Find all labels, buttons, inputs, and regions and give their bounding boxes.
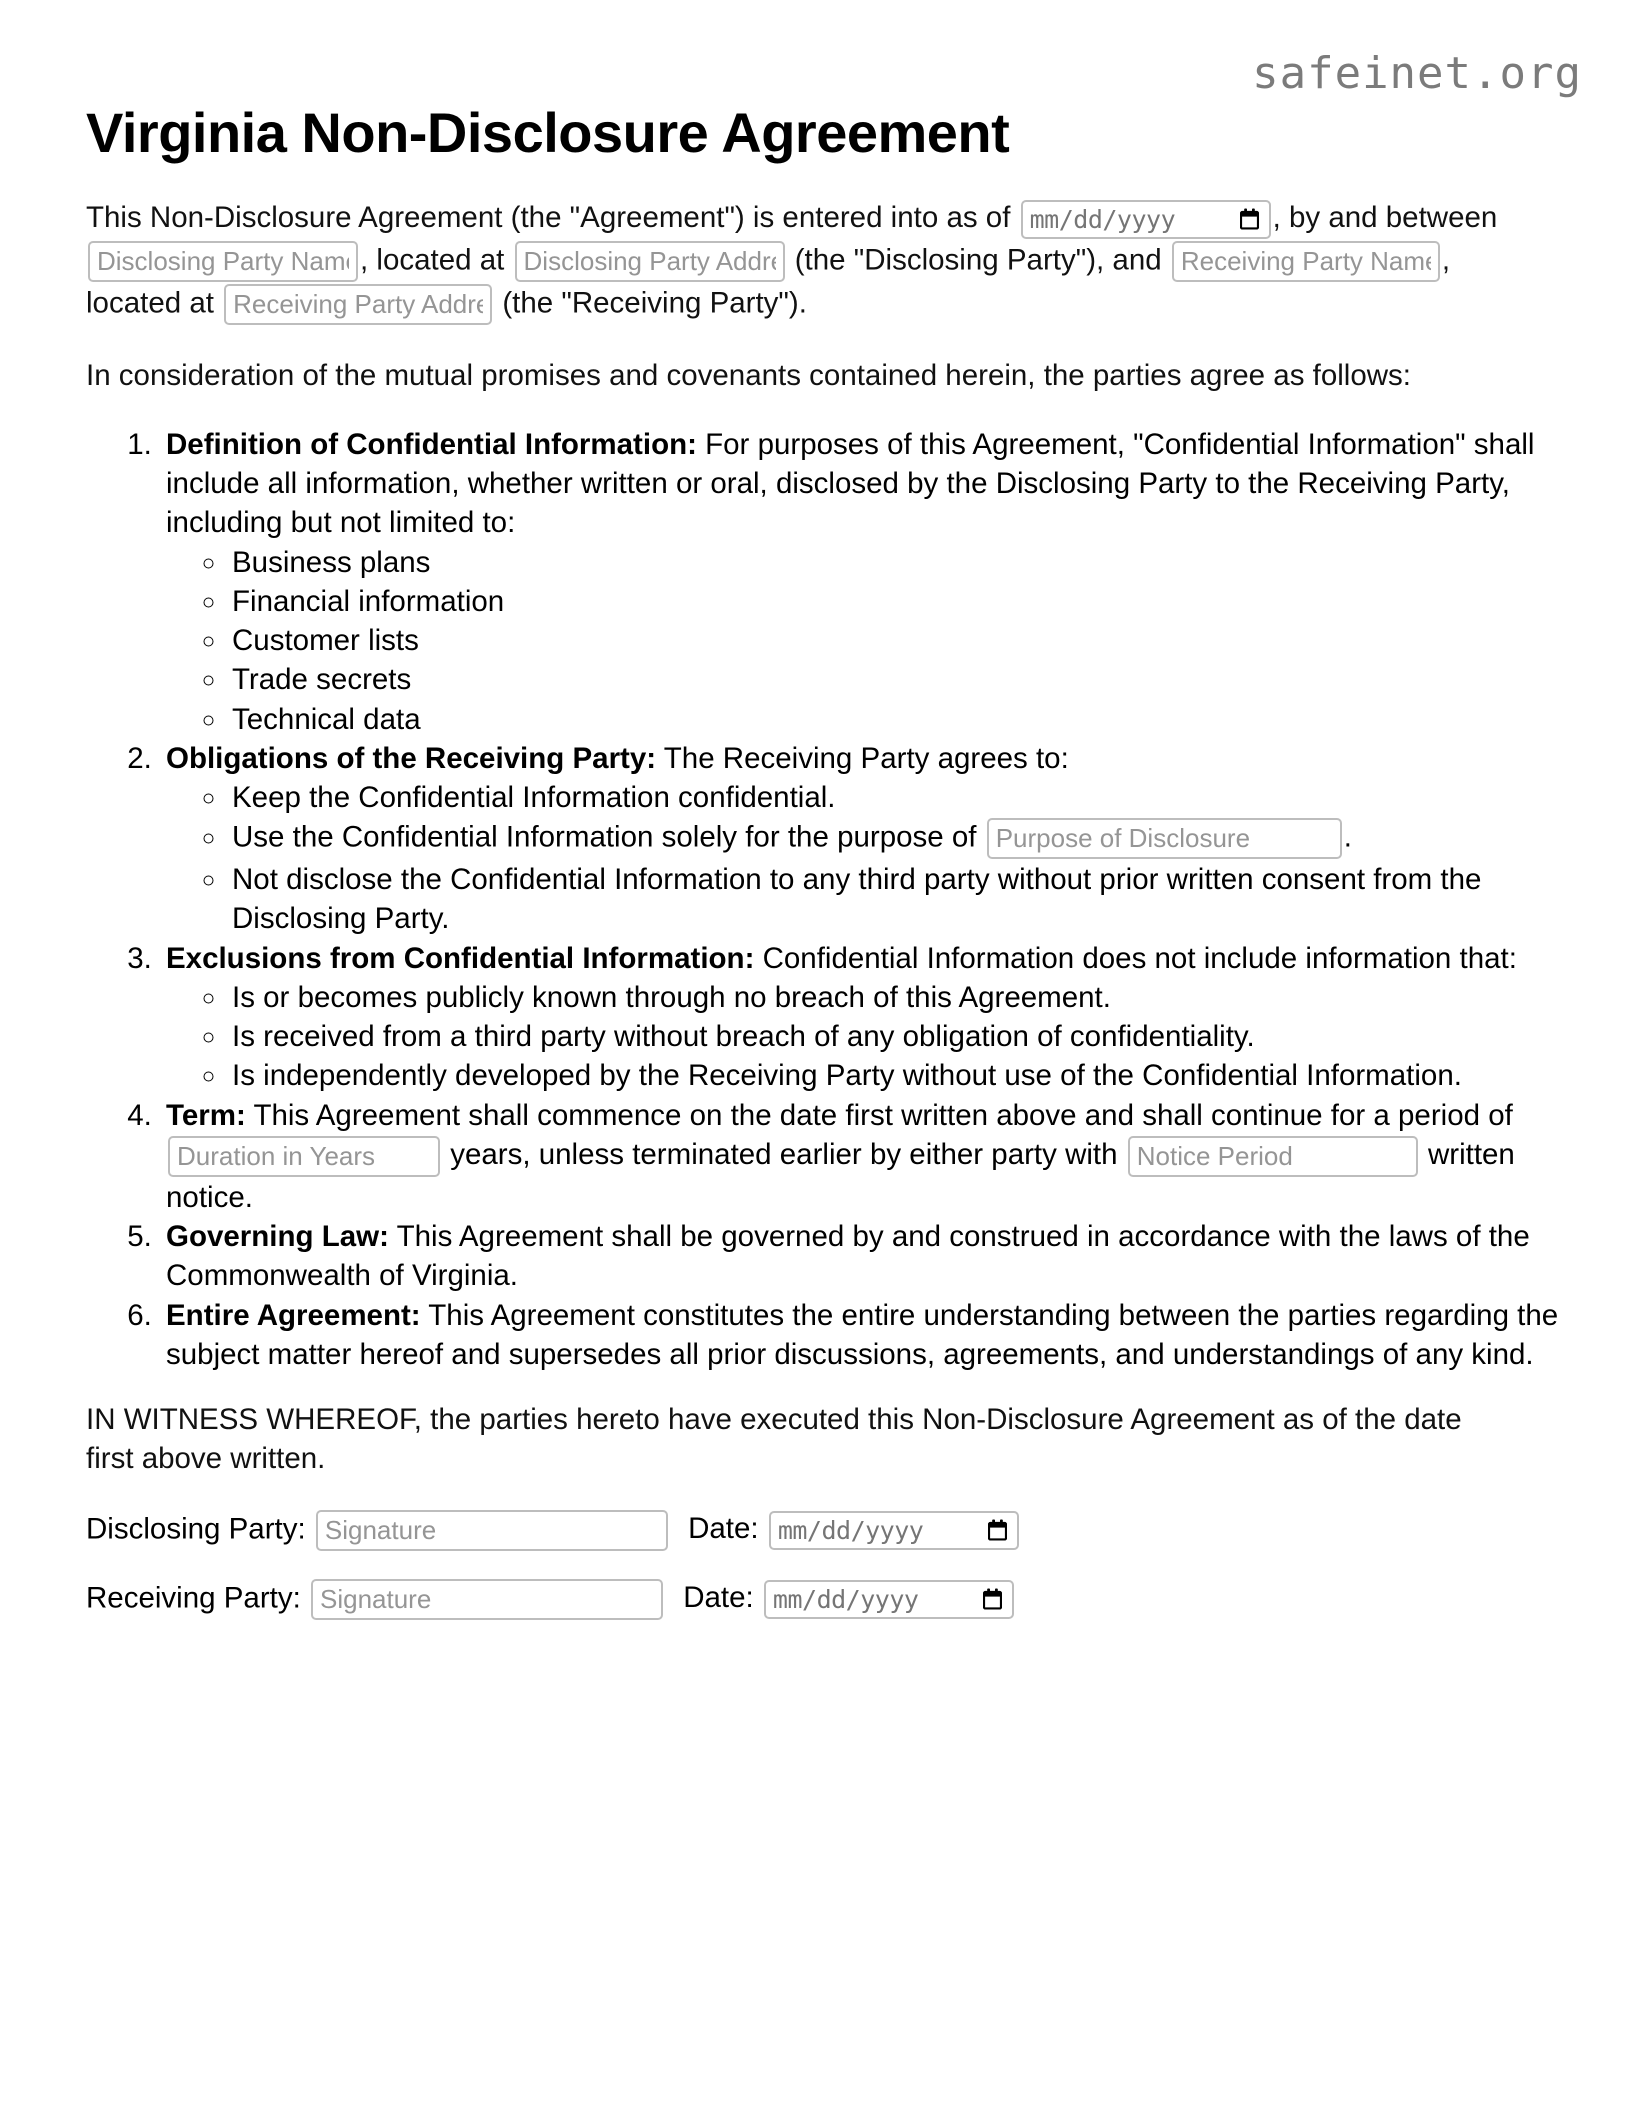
clause-1-sublist <box>166 543 1584 739</box>
disclosing-party-signature-label: Disclosing Party: <box>86 1511 306 1545</box>
list-item: ◦ Keep the Confidential Information confidential. <box>228 778 1584 817</box>
clause-4-text-c: written notice. <box>166 1138 1515 1214</box>
list-item: ◦ Business plans <box>228 543 1584 582</box>
disclosing-party-name-input[interactable] <box>88 241 358 282</box>
clause-6-body <box>166 1299 1558 1371</box>
clause-4-title: Term: <box>166 1098 246 1132</box>
intro-text-c: , located at <box>360 242 505 276</box>
list-item-purpose <box>228 817 1584 860</box>
witness-paragraph: IN WITNESS WHEREOF, the parties hereto have executed this Non-Disclosure Agreement as of the date first above written. <box>86 1403 1462 1476</box>
clause-3-body <box>166 942 1517 975</box>
intro-text-a: This Non-Disclosure Agreement (the "Agreement") is entered into as of <box>86 200 1011 234</box>
list-item: ◦ Customer lists <box>228 621 1584 660</box>
notice-period-input[interactable] <box>1128 1136 1418 1177</box>
purpose-text-before: Use the Confidential Information solely for the purpose of <box>232 820 977 854</box>
clause-item-3 <box>160 939 1584 1096</box>
clause-6-text: This Agreement constitutes the entire understanding between the parties regarding the subject matter hereof and supersedes all prior discussions, agreements, and understandings of any kind. <box>166 1298 1559 1371</box>
disclosing-party-signature-input[interactable] <box>316 1510 668 1551</box>
disclosing-signature-row <box>86 1509 1584 1552</box>
clause-2-body <box>166 742 1069 775</box>
disclosing-party-address-input[interactable] <box>515 241 785 282</box>
site-watermark: safeinet.org <box>1252 48 1582 99</box>
clause-3-sublist <box>166 978 1584 1096</box>
agreement-date-wrapper[interactable] <box>1019 198 1273 240</box>
receiving-party-date-input[interactable] <box>764 1580 1014 1619</box>
list-item: ◦ Technical data <box>228 700 1584 739</box>
clause-3-text: Confidential Information does not include information that: <box>754 941 1517 975</box>
clause-4-text-a: This Agreement shall commence on the date first written above and shall continue for a period of <box>245 1098 1513 1132</box>
receiving-party-name-input[interactable] <box>1172 241 1440 282</box>
list-item: ◦ Financial information <box>228 582 1584 621</box>
clause-4-text-b: years, unless terminated earlier by either party with <box>450 1138 1118 1172</box>
disclosing-date-wrapper[interactable] <box>767 1509 1021 1551</box>
clause-item-6 <box>160 1296 1584 1374</box>
receiving-date-wrapper[interactable] <box>762 1578 1016 1620</box>
list-item: ◦ Trade secrets <box>228 660 1584 699</box>
clause-item-2 <box>160 739 1584 939</box>
intro-text-d: (the "Disclosing Party"), and <box>794 242 1162 276</box>
receiving-party-signature-label: Receiving Party: <box>86 1580 301 1614</box>
clause-1-text: For purposes of this Agreement, "Confidential Information" shall include all information, whether written or oral, disclosed by the Disclosing Party to the Receiving Party, including but not limited to: <box>166 427 1535 540</box>
consideration-paragraph: In consideration of the mutual promises and covenants contained herein, the parties agree as follows: <box>86 358 1412 392</box>
receiving-date-label: Date: <box>683 1580 754 1614</box>
receiving-signature-row <box>86 1578 1584 1621</box>
intro-paragraph <box>86 198 1516 326</box>
disclosing-date-label: Date: <box>688 1511 759 1545</box>
clause-2-sublist <box>166 778 1584 939</box>
clause-item-4 <box>160 1096 1584 1217</box>
clause-4-body <box>166 1099 1515 1214</box>
list-item: ◦ Not disclose the Confidential Information to any third party without prior written consent from the Disclosing Party. <box>228 860 1584 938</box>
clause-2-title: Obligations of the Receiving Party: <box>166 741 657 775</box>
duration-in-years-input[interactable] <box>168 1136 440 1177</box>
clause-5-title: Governing Law: <box>166 1220 389 1254</box>
section-spacer <box>86 1374 1584 1400</box>
clause-5-text: This Agreement shall be governed by and construed in accordance with the laws of the Commonwealth of Virginia. <box>166 1220 1530 1293</box>
list-item: ◦ Is received from a third party without breach of any obligation of confidentiality. <box>228 1017 1584 1056</box>
purpose-of-disclosure-input[interactable] <box>987 818 1342 859</box>
clause-3-title: Exclusions from Confidential Information: <box>166 941 755 975</box>
intro-text-b: , by and between <box>1272 200 1498 234</box>
clause-5-body <box>166 1220 1530 1292</box>
disclosing-party-date-input[interactable] <box>769 1511 1019 1550</box>
intro-text-e: , located at <box>86 242 1451 319</box>
clause-1-body <box>166 428 1534 539</box>
clause-item-5 <box>160 1217 1584 1295</box>
list-item: ◦ Is independently developed by the Receiving Party without use of the Confidential Information. <box>228 1056 1584 1095</box>
page-title: Virginia Non-Disclosure Agreement <box>86 101 1010 164</box>
receiving-party-address-input[interactable] <box>224 284 492 325</box>
clause-6-title: Entire Agreement: <box>166 1298 421 1332</box>
intro-text-f: (the "Receiving Party"). <box>502 285 807 319</box>
clause-1-title: Definition of Confidential Information: <box>166 427 697 461</box>
list-item: ◦ Is or becomes publicly known through no breach of this Agreement. <box>228 978 1584 1017</box>
clause-list <box>86 425 1584 1374</box>
clause-item-1 <box>160 425 1584 739</box>
receiving-party-signature-input[interactable] <box>311 1579 663 1620</box>
clause-2-text: The Receiving Party agrees to: <box>656 741 1069 775</box>
agreement-date-input[interactable] <box>1021 200 1271 239</box>
purpose-text-after: . <box>1343 820 1352 854</box>
